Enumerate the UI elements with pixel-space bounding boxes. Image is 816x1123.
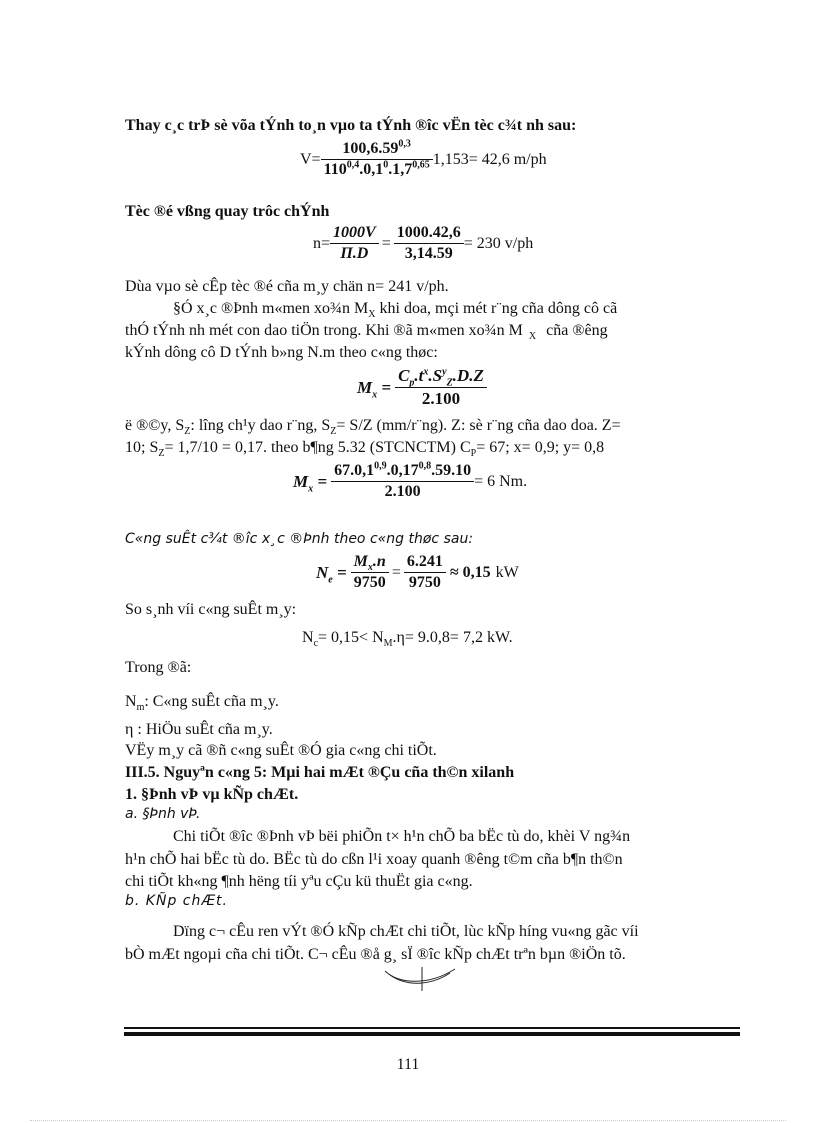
eq-v-den-a-exp: 0,4 [346,159,360,171]
eq-v-den-b-exp: 0 [383,159,389,171]
feed-paragraph-line1: ë ®©y, $S_Z$: lîng ch¹y dao r¨ng, $S_Z= S/Z$ (mm/r¨ng). Z: sè r¨ng cña dao doa. Z= [125,417,621,438]
moment-paragraph-line2: thÓ tÝnh nh mét con dao tiÖn trong. Khi ®ã m«men xo¾n M $_X$ cña ®êng [125,322,608,343]
eq-n-f1-num: 1000V [330,224,379,244]
eq-v-den-a: 110 [323,161,347,178]
heading-spindle-speed: Tèc ®é vßng quay trôc chÝnh [125,203,330,220]
conclusion-line: VËy m¸y cã ®ñ c«ng suÊt ®Ó gia c«ng chi tiÕt. [125,742,437,759]
item-a-heading: a. §Þnh vÞ. [125,806,201,822]
eq-n-rhs: = 230 v/ph [463,234,534,252]
eq-n-f2-num: 1000.42,6 [394,224,464,244]
footer-rule-thin [124,1027,740,1029]
eq-v-den-c: .1,7 [388,161,413,178]
speed-selection-line: Dùa vµo sè cÊp tèc ®é cña m¸y chän n= 241 v/ph. [125,278,449,295]
power-frac2: $\frac{6.241}{9750}$ [404,553,446,592]
eq-n-f2-den: 3,14.59 [404,245,453,262]
section-title: III.5. Nguyªn c«ng 5: Mµi hai mÆt ®Çu cña th©n xilanh [125,764,515,781]
eq-v-lhs: V= [300,150,321,168]
eq-v-den-b: .0,1 [359,161,384,178]
clamping-paragraph-line1: Dïng c¬ cÊu ren vÝt ®Ó kÑp chÆt chi tiÕt, lùc kÑp híng vu«ng gãc víi [173,923,639,940]
moment-paragraph-line3: kÝnh dông cô D tÝnh b»ng N.m theo c«ng thøc: [125,344,438,361]
page-number: 111 [396,1056,420,1073]
power-equation: $N_e$ = $\frac{M_x.n}{9750}$ = $\frac{6.241}{9750}$ ≈ 0,15 kW [316,553,519,591]
compare-line: So s¸nh víi c«ng suÊt m¸y: [125,601,297,618]
eq-n-frac2 [394,224,464,263]
clamping-paragraph-line2: bÒ mÆt ngoµi cña chi tiÕt. C¬ cÊu ®å g¸ sÏ ®îc kÑp chÆt trªn bµn ®iÖn tõ. [125,946,626,963]
intro-line: Thay c¸c trÞ sè võa tÝnh to¸n vµo ta tÝnh ®îc vËn tèc c¾t nh sau: [125,117,577,134]
definition-eta: η : HiÖu suÊt cña m¸y. [125,721,273,738]
decorative-flourish [380,963,460,993]
where-line: Trong ®ã: [125,659,192,676]
power-frac1: $\frac{M_x.n}{9750}$ [351,553,389,592]
eq-v-rhs: 1,153= 42,6 m/ph [432,150,547,168]
power-heading: C«ng suÊt c¾t ®îc x¸c ®Þnh theo c«ng thøc sau: [125,531,474,547]
locating-paragraph-line2: h¹n chÕ hai bËc tù do. BËc tù do cßn l¹i xoay quanh ®êng t©m cña b¶n th©n [125,851,623,868]
eq-n-f1-den: Π.D [340,245,369,262]
torque-formula-fraction: $\frac{C_p.t^x.S^y_Z.D.Z}{2.100}$ [395,366,487,409]
subsection-title: 1. §Þnh vÞ vµ kÑp chÆt. [125,786,299,803]
eq-v-fraction [321,140,433,179]
velocity-equation [300,140,547,179]
eq-n-frac1 [330,224,379,263]
moment-paragraph-line1: §Ó x¸c ®Þnh m«men xo¾n $M_X$ khi doa, mçi mét r¨ng cña dông cô cã [173,300,618,321]
locating-paragraph-line3: chi tiÕt kh«ng ¶nh hëng tíi yªu cÇu kü thuËt gia c«ng. [125,873,473,890]
feed-paragraph-line2: 10; $S_Z= 1,7/10 = 0,17$. theo b¶ng 5.32 (STCNCTM) $C_P= 67$; x= 0,9; y= 0,8 [125,439,605,460]
eq-n-lhs: n= [313,234,331,252]
eq-v-den-c-exp: 0,65 [412,159,430,171]
machine-power-equation: $N_c= 0,15< N_M.\eta= 9.0,8= 7,2$ kW. [302,629,513,650]
spindle-equation: n= $\frac{1000V}{\Pi.D}$ = $\frac{1000.42,6}{3,14.59}$ = 230 v/ph [313,224,534,262]
torque-formula: $M_x$ = $\frac{C_p.t^x.S^y_Z.D.Z}{2.100}$ [357,366,487,409]
footer-rule-thick [124,1032,740,1036]
torque-value-fraction: $\frac{67.0,1^{0,9}.0,17^{0,8}.59.10}{2.100}$ [331,462,474,501]
item-b-heading: b. KÑp chÆt. [125,893,228,909]
torque-value-equation: $M_x$ = $\frac{67.0,1^{0,9}.0,17^{0,8}.59.10}{2.100}$ = 6 Nm. [293,460,528,500]
locating-paragraph-line1: Chi tiÕt ®îc ®Þnh vÞ bëi phiÕn t× h¹n chÕ ba bËc tù do, khèi V ng¾n [173,828,631,845]
definition-nm: $N_m$: C«ng suÊt cña m¸y. [125,693,279,714]
eq-v-num: 100,6.59 [342,140,399,157]
eq-v-num-exp: 0,3 [398,138,411,150]
page-edge-dots [30,1120,786,1121]
